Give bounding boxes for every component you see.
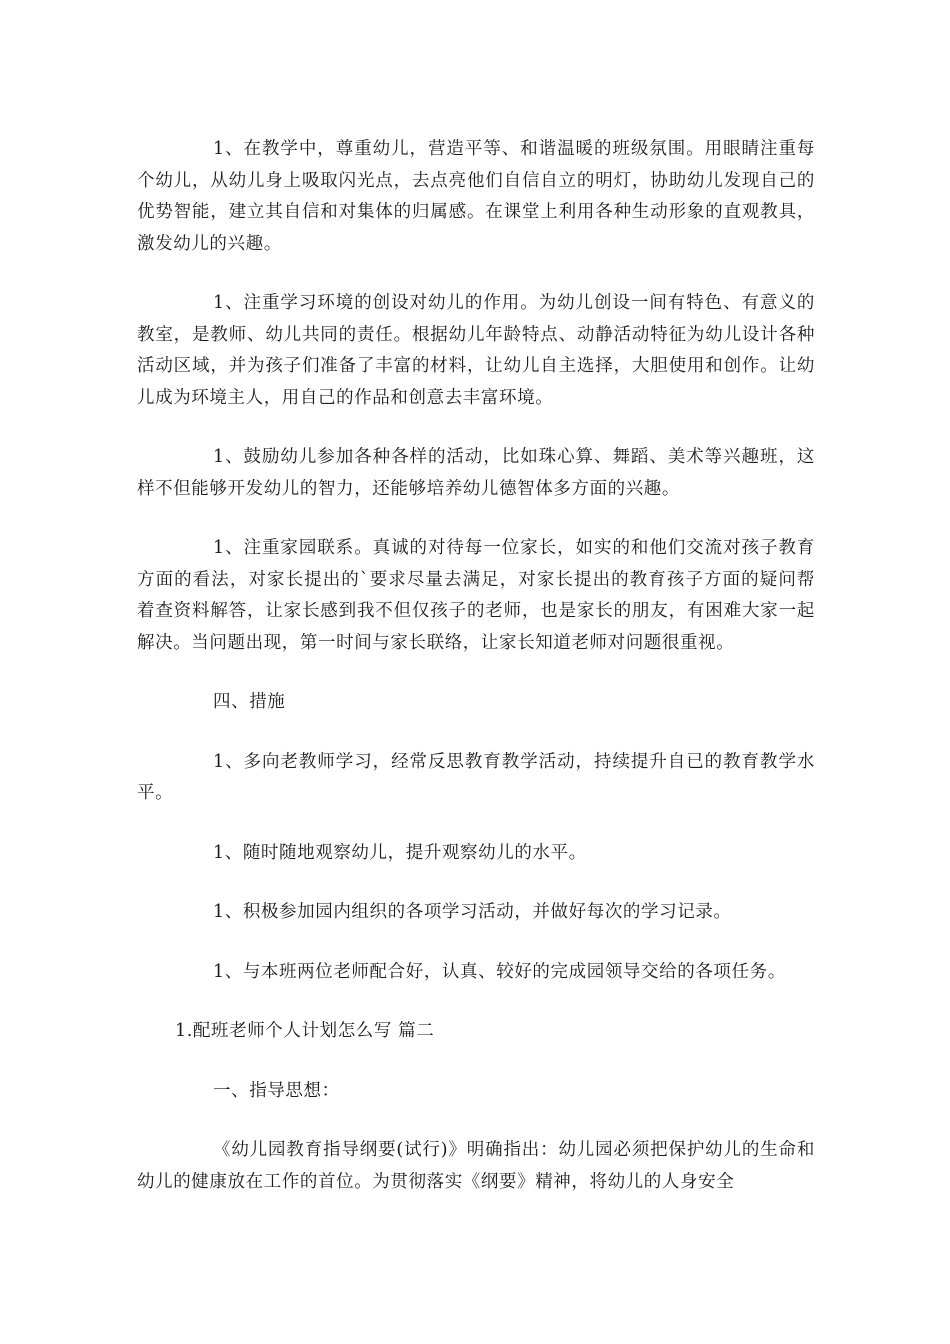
measure-item: 1、多向老教师学习，经常反思教育教学活动，持续提升自已的教育教学水平。 [137,751,815,803]
paragraph-home-school-contact: 1、注重家园联系。真诚的对待每一位家长，如实的和他们交流对孩子教育方面的看法，对家长提出的`要求尽量去满足，对家长提出的教育孩子方面的疑问帮着查资料解答，让家长感到我不但仅孩子的老师，也是家长的朋友，有困难大家一起解决。当问题出现，第一时间与家长联络，让家长知道老师对问题很重视。 [137,538,815,653]
section-heading-guiding-thought: 一、指导思想： [213,1080,340,1101]
measure-item: 1、积极参加园内组织的各项学习活动，并做好每次的学习记录。 [213,902,732,922]
paragraph-guiding-thought: 《幼儿园教育指导纲要(试行)》明确指出：幼儿园必须把保护幼儿的生命和幼儿的健康放在工作的首位。为贯彻落实《纲要》精神，将幼儿的人身安全 [137,1140,815,1192]
paragraph-teaching-respect: 1、在教学中，尊重幼儿，营造平等、和谐温暖的班级氛围。用眼睛注重每个幼儿，从幼儿身上吸取闪光点，去点亮他们自信自立的明灯，协助幼儿发现自己的优势智能，建立其自信和对集体的归属感。在课堂上利用各种生动形象的直观教具，激发幼儿的兴趣。 [137,139,815,254]
paragraph-learning-environment: 1、注重学习环境的创设对幼儿的作用。为幼儿创设一间有特色、有意义的教室，是教师、幼儿共同的责任。根据幼儿年龄特点、动静活动特征为幼儿设计各种活动区域，并为孩子们准备了丰富的材料，让幼儿自主选择，大胆使用和创作。让幼儿成为环境主人，用自己的作品和创意去丰富环境。 [137,293,815,408]
measure-item: 1、随时随地观察幼儿，提升观察幼儿的水平。 [213,842,587,863]
part-two-title: 1.配班老师个人计划怎么写 篇二 [175,1021,435,1041]
measure-item: 1、与本班两位老师配合好，认真、较好的完成园领导交给的各项任务。 [213,961,786,982]
section-heading-measures: 四、措施 [213,692,286,712]
paragraph-activities: 1、鼓励幼儿参加各种各样的活动，比如珠心算、舞蹈、美术等兴趣班，这样不但能够开发幼儿的智力，还能够培养幼儿德智体多方面的兴趣。 [137,447,815,499]
